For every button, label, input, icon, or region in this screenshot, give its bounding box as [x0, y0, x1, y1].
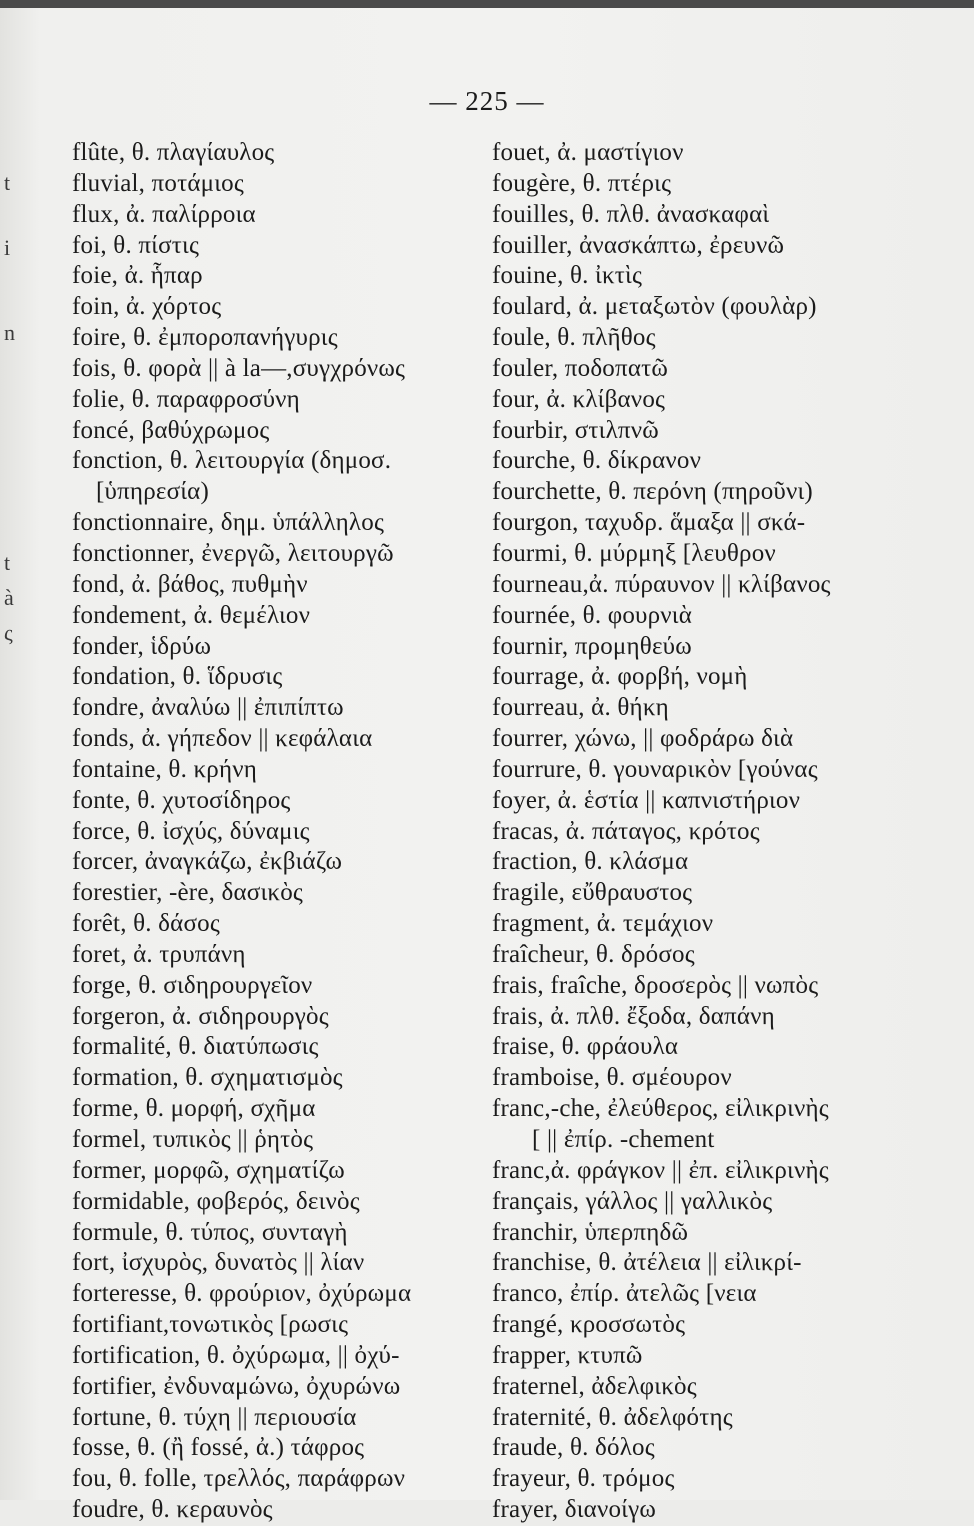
dictionary-entry: franchir, ὑπερπηδῶ	[492, 1218, 689, 1246]
dictionary-entry: fonte, θ. χυτοσίδηρος	[72, 786, 291, 814]
dictionary-entry: foin, ἀ. χόρτος	[72, 293, 222, 321]
dictionary-entry: foudre, θ. κεραυνὸς	[72, 1496, 273, 1524]
dictionary-entry: fourmi, θ. μύρμηξ [λευθρον	[492, 539, 776, 567]
dictionary-entry: forge, θ. σιδηρουργεῖον	[72, 971, 313, 999]
dictionary-entry: fondre, ἀναλύω || ἐπιπίπτω	[72, 694, 344, 722]
dictionary-entry: franco, ἐπίρ. ἀτελῶς [νεια	[492, 1280, 757, 1308]
dictionary-entry: forme, θ. μορφή, σχῆμα	[72, 1095, 316, 1123]
dictionary-entry: fosse, θ. (ἢ fossé, ἀ.) τάφρος	[72, 1434, 365, 1462]
dictionary-entry: fontaine, θ. κρήνη	[72, 755, 258, 783]
dictionary-entry: fraise, θ. φράουλα	[492, 1033, 679, 1061]
dictionary-entry: formel, τυπικὸς || ῥητὸς	[72, 1126, 314, 1153]
dictionary-entry: formation, θ. σχηματισμὸς	[72, 1064, 343, 1092]
dictionary-entry: français, γάλλος || γαλλικὸς	[492, 1187, 773, 1215]
dictionary-entry: frais, fraîche, δροσερὸς || νωπὸς	[492, 971, 819, 999]
dictionary-entry: fouilles, θ. πλθ. ἀνασκαφαὶ	[492, 200, 770, 228]
dictionary-entry: forgeron, ἀ. σιδηρουργὸς	[72, 1002, 329, 1030]
margin-fragment: ς	[4, 620, 13, 645]
dictionary-entry: fouler, ποδοπατῶ	[492, 354, 669, 382]
margin-fragment: à	[4, 585, 14, 610]
right-column	[492, 138, 942, 1526]
dictionary-entry: frayer, διανοίγω	[492, 1496, 657, 1524]
dictionary-entry: foncé, βαθύχρωμος	[72, 416, 270, 444]
dictionary-entry-continuation: [ὑπηρεσία)	[96, 478, 209, 506]
dictionary-entry: fourbir, στιλπνῶ	[492, 416, 659, 444]
dictionary-entry: foie, ἀ. ἧπαρ	[72, 262, 203, 290]
dictionary-entry: formidable, φοβερός, δεινὸς	[72, 1187, 360, 1215]
dictionary-entry: fourrer, χώνω, || φοδράρω διὰ	[492, 725, 794, 753]
left-margin-fragments	[0, 140, 24, 645]
dictionary-entry: four, ἀ. κλίβανος	[492, 385, 666, 413]
dictionary-entry: fragile, εὔθραυστος	[492, 879, 693, 907]
dictionary-entry: fourrure, θ. γουναρικὸν [γούνας	[492, 755, 818, 783]
dictionary-entry: fourneau,ἀ. πύραυνον || κλίβανος	[492, 570, 831, 598]
dictionary-entry: franc,ἀ. φράγκον || ἐπ. εἰλικρινὴς	[492, 1156, 829, 1184]
dictionary-entry: foule, θ. πλῆθος	[492, 324, 656, 352]
dictionary-entry: fonder, ἱδρύω	[72, 632, 212, 660]
dictionary-entry: fracas, ἀ. πάταγος, κρότος	[492, 817, 760, 845]
dictionary-entry: fondation, θ. ἵδρυσις	[72, 663, 283, 691]
dictionary-entry: foi, θ. πίστις	[72, 231, 200, 259]
margin-fragment: t	[4, 170, 11, 195]
margin-fragment: n	[4, 320, 15, 345]
dictionary-entry: franchise, θ. ἀτέλεια || εἰλικρί-	[492, 1249, 802, 1277]
dictionary-entry: fortifiant,τονωτικὸς [ρωσις	[72, 1311, 349, 1339]
left-column	[72, 138, 522, 1526]
dictionary-entry: formalité, θ. διατύπωσις	[72, 1033, 319, 1061]
dictionary-entry: fortune, θ. τύχη || περιουσία	[72, 1403, 357, 1431]
dictionary-entry: frangé, κροσσωτὸς	[492, 1311, 686, 1339]
dictionary-entry: fou, θ. folle, τρελλός, παράφρων	[72, 1465, 406, 1493]
dictionary-entry: fluvial, ποτάμιος	[72, 169, 244, 197]
dictionary-entry: fourgon, ταχυδρ. ἅμαξα || σκά-	[492, 509, 806, 537]
page-top-edge	[0, 0, 974, 8]
dictionary-entry: fournir, προμηθεύω	[492, 632, 692, 660]
dictionary-entry: foret, ἀ. τρυπάνη	[72, 940, 246, 968]
dictionary-entry: framboise, θ. σμέουρον	[492, 1064, 732, 1092]
dictionary-entry: fourrage, ἀ. φορβή, νομὴ	[492, 663, 748, 691]
dictionary-entry: fonds, ἀ. γήπεδον || κεφάλαια	[72, 725, 373, 753]
dictionary-entry: foulard, ἀ. μεταξωτὸν (φουλὰρ)	[492, 293, 817, 321]
dictionary-entry: fouiller, ἀνασκάπτω, ἐρευνῶ	[492, 231, 785, 259]
dictionary-entry: fraude, θ. δόλος	[492, 1434, 655, 1462]
dictionary-entry: fondement, ἀ. θεμέλιον	[72, 601, 311, 629]
dictionary-entry: fraternité, θ. ἀδελφότης	[492, 1403, 733, 1431]
dictionary-entry: fort, ἰσχυρὸς, δυνατὸς || λίαν	[72, 1249, 365, 1277]
dictionary-entry: forteresse, θ. φρούριον, ὀχύρωμα	[72, 1280, 412, 1308]
dictionary-entry: fourchette, θ. περόνη (πηροῦνι)	[492, 478, 813, 506]
dictionary-entry: fois, θ. φορὰ || à la—,συγχρόνως	[72, 354, 406, 382]
dictionary-entry: fortifier, ἐνδυναμώνω, ὀχυρώνω	[72, 1372, 401, 1400]
dictionary-entry: fonctionner, ἐνεργῶ, λειτουργῶ	[72, 539, 394, 567]
dictionary-entry: fourche, θ. δίκρανον	[492, 447, 702, 475]
dictionary-entry: flûte, θ. πλαγίαυλος	[72, 139, 275, 166]
dictionary-entry: fougère, θ. πτέρις	[492, 169, 672, 197]
dictionary-entry: fonction, θ. λειτουργία (δημοσ.	[72, 447, 392, 475]
dictionary-entry: forestier, -ère, δασικὸς	[72, 879, 304, 907]
dictionary-entry: fouine, θ. ἰκτὶς	[492, 262, 643, 290]
margin-fragment: i	[4, 235, 11, 260]
dictionary-entry: forcer, ἀναγκάζω, ἐκβιάζω	[72, 848, 343, 876]
dictionary-entry: fonctionnaire, δημ. ὑπάλληλος	[72, 509, 385, 537]
dictionary-entry: frayeur, θ. τρόμος	[492, 1465, 675, 1493]
dictionary-entry: fraction, θ. κλάσμα	[492, 848, 689, 876]
dictionary-entry: franc,-che, ἐλεύθερος, εἰλικρινὴς	[492, 1095, 829, 1123]
dictionary-entry: forêt, θ. δάσος	[72, 910, 220, 938]
dictionary-entry: fond, ἀ. βάθος, πυθμὴν	[72, 570, 308, 598]
dictionary-entry: fragment, ἀ. τεμάχιον	[492, 910, 714, 938]
dictionary-entry: fourreau, ἀ. θήκη	[492, 694, 669, 722]
dictionary-entry: frapper, κτυπῶ	[492, 1341, 643, 1369]
dictionary-entry: frais, ἀ. πλθ. ἔξοδα, δαπάνη	[492, 1002, 775, 1030]
dictionary-entry: flux, ἀ. παλίρροια	[72, 200, 256, 228]
margin-fragment: t	[4, 550, 11, 575]
dictionary-entry: foyer, ἀ. ἑστία || καπνιστήριον	[492, 786, 801, 814]
dictionary-entry: folie, θ. παραφροσύνη	[72, 385, 300, 413]
dictionary-entry: fouet, ἀ. μαστίγιον	[492, 139, 684, 166]
dictionary-entry: fortification, θ. ὀχύρωμα, || ὀχύ-	[72, 1341, 400, 1369]
dictionary-entry-continuation: [ || ἐπίρ. -chement	[532, 1126, 715, 1153]
dictionary-entry: force, θ. ἰσχύς, δύναμις	[72, 817, 310, 845]
page-number: — 225 —	[429, 86, 545, 116]
dictionary-entry: fraîcheur, θ. δρόσος	[492, 940, 695, 968]
dictionary-entry: former, μορφῶ, σχηματίζω	[72, 1156, 345, 1184]
dictionary-entry: fraternel, ἀδελφικὸς	[492, 1372, 697, 1400]
dictionary-entry: formule, θ. τύπος, συνταγὴ	[72, 1218, 348, 1246]
dictionary-entry: fournée, θ. φουρνιὰ	[492, 601, 693, 629]
dictionary-entry: foire, θ. ἐμποροπανήγυρις	[72, 324, 338, 352]
